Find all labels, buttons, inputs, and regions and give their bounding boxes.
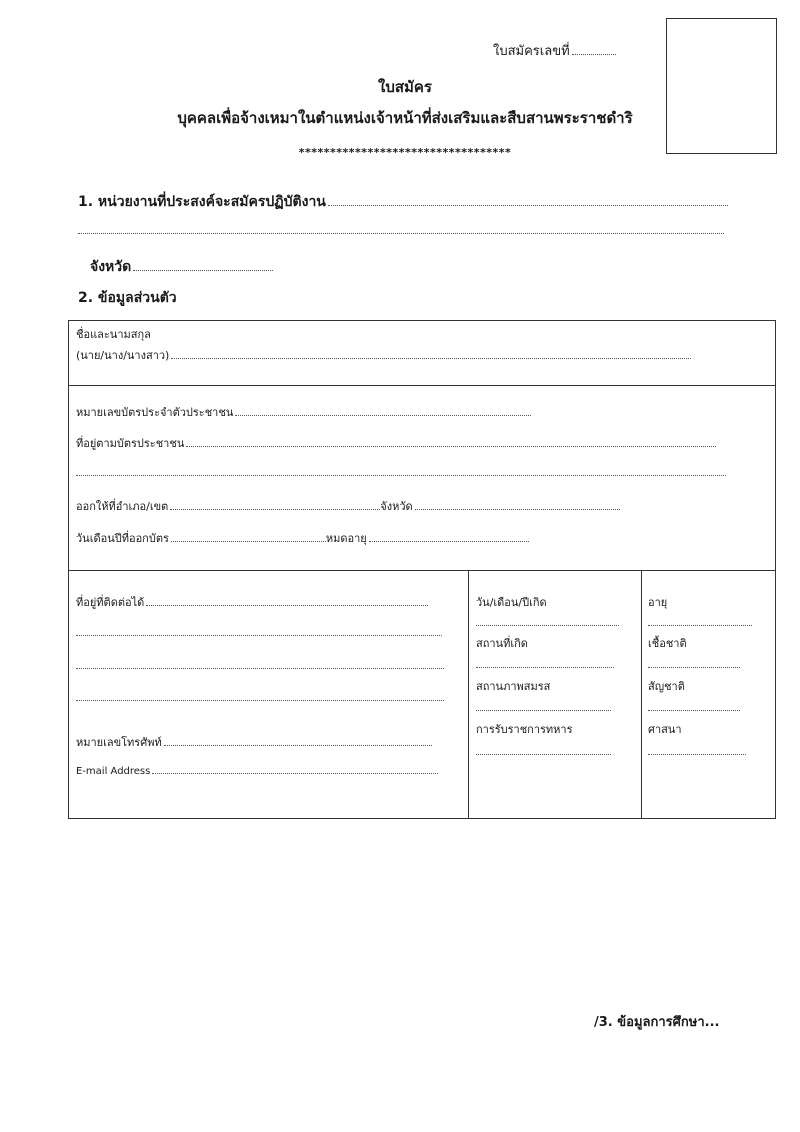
column-divider: [468, 570, 469, 819]
ethnicity-label: เชื้อชาติ: [648, 637, 687, 650]
birth-date-field[interactable]: [476, 616, 619, 629]
age-field[interactable]: [648, 616, 752, 629]
column-divider: [641, 570, 642, 819]
military-field[interactable]: [476, 745, 611, 758]
application-number-label: ใบสมัครเลขที่: [493, 44, 570, 59]
contact-address-line2[interactable]: [76, 626, 442, 639]
separator: **********************************: [298, 146, 512, 159]
issued-at-field[interactable]: [76, 497, 620, 515]
section2-heading: 2. ข้อมูลส่วนตัว: [78, 290, 177, 306]
expiry-label: หมดอายุ: [325, 532, 367, 545]
email-label: E-mail Address: [76, 766, 151, 777]
page-subtitle: บุคคลเพื่อจ้างเหมาในตำแหน่งเจ้าหน้าที่ส่งเสริมและสืบสานพระราชดำริ: [177, 109, 633, 127]
province-label: จังหวัด: [90, 259, 132, 275]
nationality-field[interactable]: [648, 701, 740, 714]
religion-label: ศาสนา: [648, 723, 682, 736]
contact-address-label: ที่อยู่ที่ติดต่อได้: [76, 596, 145, 609]
phone-field[interactable]: [76, 733, 432, 751]
issue-date-field[interactable]: [76, 529, 529, 547]
id-card-field[interactable]: [76, 403, 531, 421]
ethnicity-field[interactable]: [648, 658, 740, 671]
religion-field[interactable]: [648, 745, 746, 758]
name-label: ชื่อและนามสกุล: [76, 328, 151, 341]
issued-district-label: ออกให้ที่อำเภอ/เขต: [76, 500, 169, 513]
agency-field[interactable]: [78, 191, 728, 213]
birth-place-field[interactable]: [476, 658, 614, 671]
phone-label: หมายเลขโทรศัพท์: [76, 736, 162, 749]
contact-address-field[interactable]: [76, 593, 428, 611]
email-field[interactable]: [76, 766, 438, 777]
name-field[interactable]: [76, 346, 691, 364]
nationality-label: สัญชาติ: [648, 680, 685, 693]
marital-status-field[interactable]: [476, 701, 611, 714]
province-field[interactable]: [90, 256, 273, 278]
issue-date-label: วันเดือนปีที่ออกบัตร: [76, 532, 169, 545]
contact-address-line4[interactable]: [76, 691, 444, 704]
marital-status-label: สถานภาพสมรส: [476, 680, 551, 693]
id-address-label: ที่อยู่ตามบัตรประชาชน: [76, 437, 185, 450]
section1-heading: 1. หน่วยงานที่ประสงค์จะสมัครปฏิบัติงาน: [78, 194, 326, 210]
continued-note: /3. ข้อมูลการศึกษา...: [594, 1015, 720, 1030]
application-number-field[interactable]: [493, 40, 616, 61]
id-address-field[interactable]: [76, 434, 716, 452]
issued-province-label: จังหวัด: [380, 500, 413, 513]
page-title: ใบสมัคร: [378, 78, 432, 96]
contact-address-line3[interactable]: [76, 659, 444, 672]
birth-place-label: สถานที่เกิด: [476, 637, 528, 650]
title-options: (นาย/นาง/นางสาว): [76, 349, 170, 362]
id-address-line2[interactable]: [76, 466, 726, 479]
military-label: การรับราชการทหาร: [476, 723, 573, 736]
birth-date-label: วัน/เดือน/ปีเกิด: [476, 596, 547, 609]
agency-field-line2[interactable]: [78, 224, 724, 237]
age-label: อายุ: [648, 596, 668, 609]
id-card-label: หมายเลขบัตรประจำตัวประชาชน: [76, 406, 234, 419]
